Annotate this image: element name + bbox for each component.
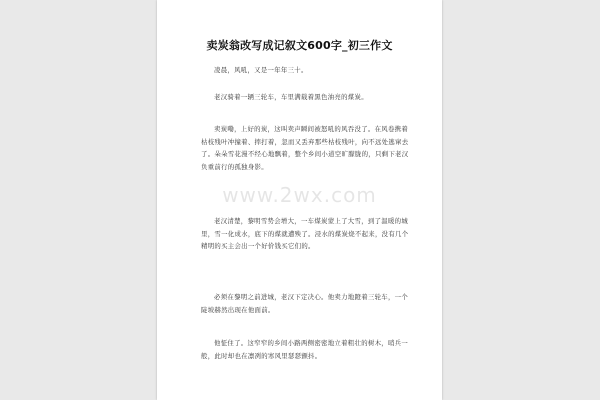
paragraph-4: 老汉清楚，黎明雪势会增大，一车煤炭蒙上了大雪，到了温暖的城里，雪一化成水，底下的煤就遭殃了。浸水的煤炭烧不起来，没有几个精明的买主会出一个好价钱买它们的。: [201, 217, 409, 250]
paragraph-6: 他怔住了。这窄窄的乡间小路两侧密密地立着粗壮的树木，哨兵一般，此时却也在凛冽的寒风里瑟瑟颤抖。: [201, 339, 409, 360]
paragraph-1: 凌晨，风吼，又是一年年三十。: [214, 66, 308, 74]
paragraph-2: 老汉骑着一辆三轮车，车里满载着黑色油亮的煤炭。: [214, 93, 368, 101]
document-page: [157, 0, 442, 400]
paragraph-5: 必须在黎明之前进城，老汉下定决心。他卖力地蹬着三轮车，一个陡坡赫然出现在他面前。: [201, 293, 409, 314]
paragraph-3: 卖炭嘞，上好的炭，这叫卖声瞬间被怒吼的风吞没了。在风卷携着枯枝残叶冲撞着、摔打着，忽而又丢弃那些枯枝残叶，向不远处逃窜去了。朵朵雪花漫不经心地飘着，整个乡间小道空旷朦胧的，只剩下老汉负重前行的孤独身影。: [201, 125, 409, 171]
document-title: 卖炭翁改写成记叙文600字_初三作文: [206, 39, 393, 52]
watermark: www.2wx.com: [222, 183, 377, 207]
